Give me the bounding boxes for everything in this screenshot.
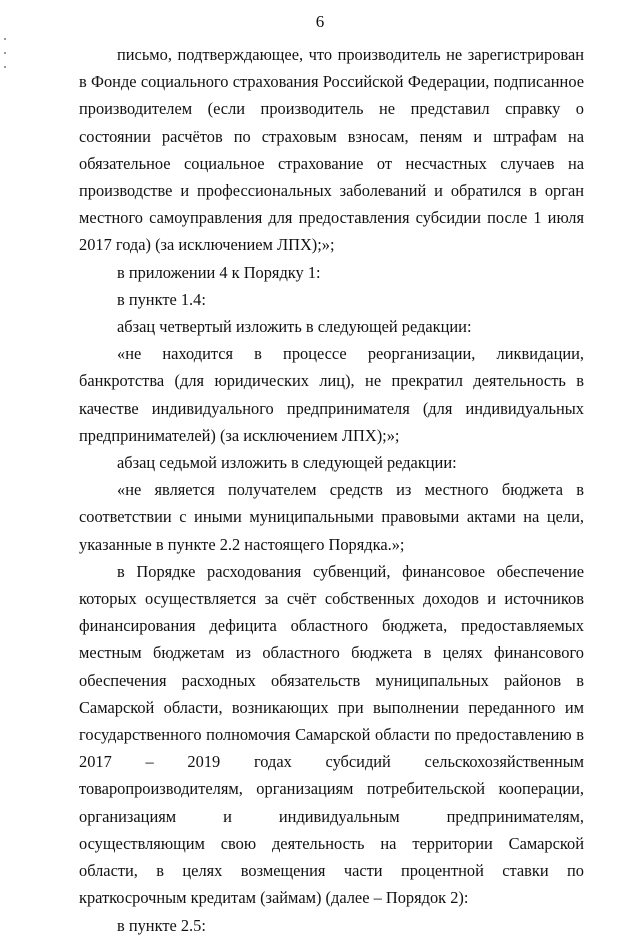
paragraph: в пункте 2.5: — [117, 915, 206, 935]
document-body — [79, 41, 584, 939]
margin-mark — [4, 38, 6, 40]
paragraph: в Порядке расходования субвенций, финансовое обеспечение которых осуществляется за счёт собственных доходов и источников финансирования дефицита областного бюджета, предоставляемых местным бюджетам из областного бюджета в целях финансового обеспечения расходных обязательств муниципальных районов в Самарской области, возникающих при выполнении переданного им государственного полномочия Самарской области по предоставлению в 2017 – 2019 годах субсидий сельскохозяйственным товаропроизводителям, организациям потребительской кооперации, организациям и индивидуальным предпринимателям, осуществляющим свою деятельность на территории Самарской области, в целях возмещения части процентной ставки по краткосрочным кредитам (займам) (далее – Порядок 2): — [79, 561, 584, 908]
paragraph: абзац седьмой изложить в следующей редакции: — [117, 453, 457, 473]
paragraph: абзац четвертый изложить в следующей редакции: — [117, 317, 472, 337]
paragraph: «не является получателем средств из местного бюджета в соответствии с иными муниципальными правовыми актами на цели, указанные в пункте 2.2 настоящего Порядка.»; — [79, 480, 584, 554]
paragraph: письмо, подтверждающее, что производитель не зарегистрирован в Фонде социального страхования Российской Федерации, подписанное производителем (если производитель не представил справку о состоянии расчётов по страховым взносам, пеням и штрафам на обязательное социальное страхование от несчастных случаев на производстве и профессиональных заболеваний и обратился в орган местного самоуправления для предоставления субсидии после 1 июля 2017 года) (за исключением ЛПХ);»; — [79, 45, 584, 255]
page-number: 6 — [315, 12, 325, 31]
margin-mark — [4, 66, 6, 68]
paragraph: в приложении 4 к Порядку 1: — [117, 262, 321, 282]
paragraph: «не находится в процессе реорганизации, ликвидации, банкротства (для юридических лиц), не прекратил деятельность в качестве индивидуального предпринимателя (для индивидуальных предпринимателей) (за исключением ЛПХ);»; — [79, 344, 584, 445]
margin-mark — [4, 52, 6, 54]
paragraph: в пункте 1.4: — [117, 289, 206, 309]
